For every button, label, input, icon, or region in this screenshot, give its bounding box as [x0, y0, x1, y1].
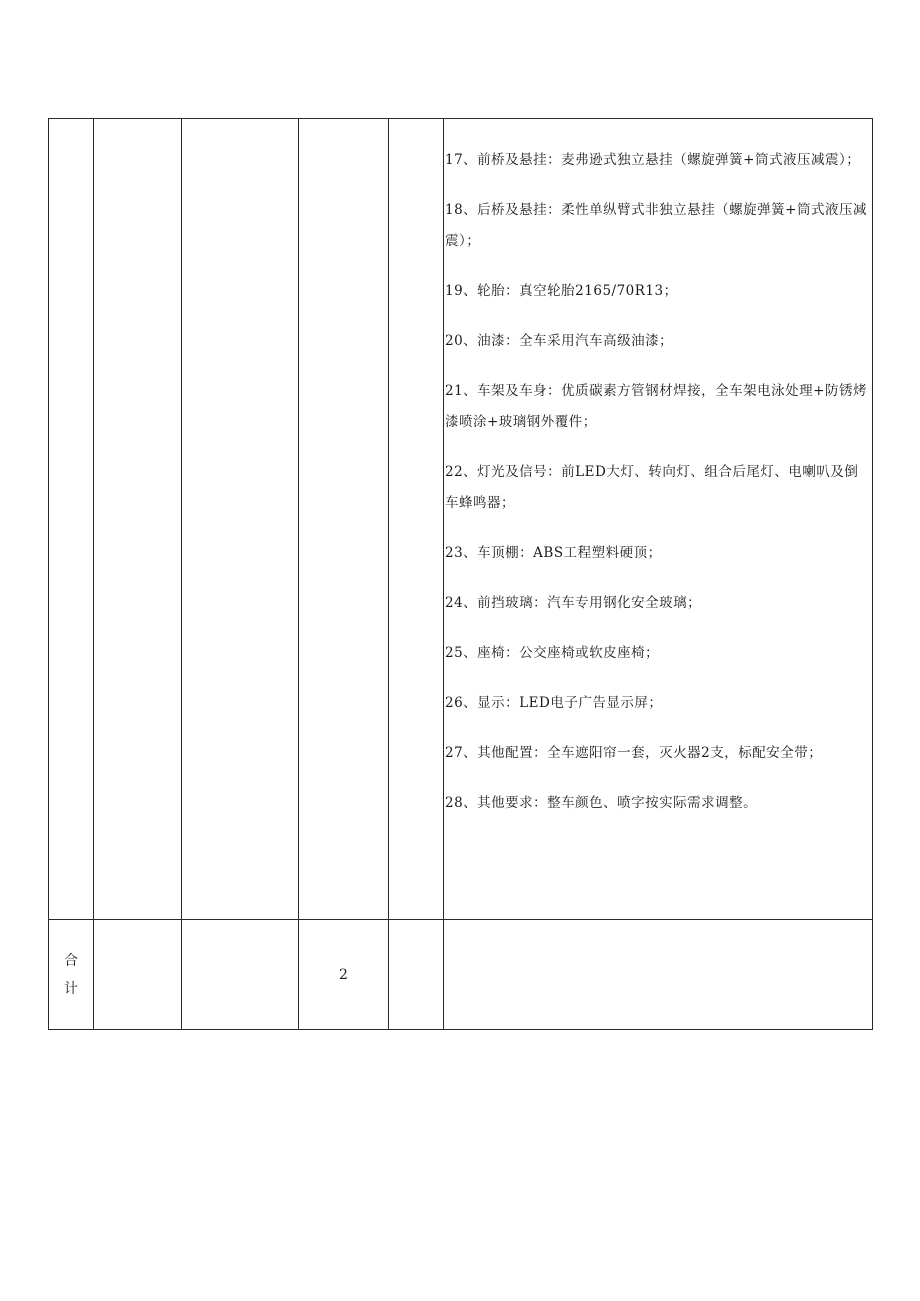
spec-item: 25、座椅：公交座椅或软皮座椅； — [445, 645, 660, 661]
spec-item: 28、其他要求：整车颜色、喷字按实际需求调整。 — [445, 795, 758, 811]
table-cell — [94, 119, 182, 920]
table-cell — [182, 920, 299, 1030]
spec-item: 24、前挡玻璃：汽车专用钢化安全玻璃； — [445, 595, 702, 611]
total-row — [49, 920, 873, 1030]
table-cell — [444, 920, 873, 1030]
spec-item: 27、其他配置：全车遮阳帘一套，灭火器2支，标配安全带； — [445, 745, 823, 761]
table-cell — [182, 119, 299, 920]
table-cell — [389, 119, 444, 920]
spec-item: 18、后桥及悬挂：柔性单纵臂式非独立悬挂（螺旋弹簧+筒式液压减震）； — [445, 202, 867, 249]
spec-list-cell — [444, 119, 873, 920]
table-cell — [49, 119, 94, 920]
spec-item: 19、轮胎：真空轮胎2165/70R13； — [445, 283, 678, 299]
total-quantity: 2 — [299, 920, 389, 1030]
table-row — [49, 119, 873, 920]
table-cell — [94, 920, 182, 1030]
table-cell — [299, 119, 389, 920]
spec-item: 26、显示：LED电子广告显示屏； — [445, 695, 663, 711]
total-label — [49, 920, 94, 1030]
spec-item: 23、车顶棚：ABS工程塑料硬顶； — [445, 545, 662, 561]
spec-item: 17、前桥及悬挂：麦弗逊式独立悬挂（螺旋弹簧+筒式液压减震）； — [445, 152, 861, 168]
total-label-char: 计 — [64, 980, 78, 997]
table-cell — [389, 920, 444, 1030]
spec-item: 22、灯光及信号：前LED大灯、转向灯、组合后尾灯、电喇叭及倒车蜂鸣器； — [445, 464, 859, 511]
spec-item: 20、油漆：全车采用汽车高级油漆； — [445, 333, 674, 349]
total-label-char: 合 — [64, 952, 78, 969]
spec-item: 21、车架及车身：优质碳素方管钢材焊接，全车架电泳处理+防锈烤漆喷涂+玻璃钢外覆件； — [445, 383, 867, 430]
specification-table — [48, 118, 873, 1030]
